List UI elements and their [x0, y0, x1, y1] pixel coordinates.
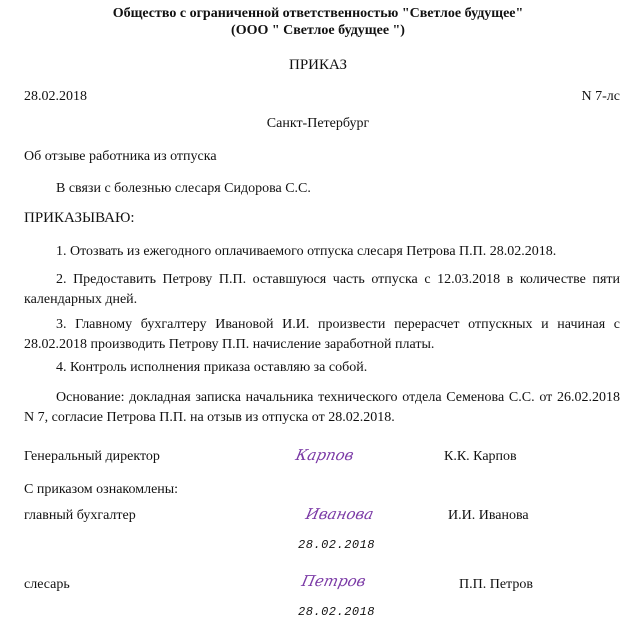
- order-item-1: 1. Отозвать из ежегодного оплачиваемого отпуска слесаря Петрова П.П. 28.02.2018.: [56, 244, 557, 259]
- doc-city: Санкт-Петербург: [266, 116, 370, 131]
- fitter-name: П.П. Петров: [459, 577, 533, 592]
- doc-title: ПРИКАЗ: [289, 57, 347, 73]
- fitter-signature: Петров: [300, 572, 368, 590]
- order-item-3: 3. Главному бухгалтеру Ивановой И.И. произвести перерасчет отпускных и начиная с 28.02.2018 производить Петрову П.П. начисление заработной платы.: [24, 317, 620, 352]
- accountant-date: 28.02.2018: [298, 538, 376, 552]
- director-title: Генеральный директор: [24, 449, 160, 464]
- order-item-4: 4. Контроль исполнения приказа оставляю за собой.: [56, 360, 368, 375]
- acquainted-label: С приказом ознакомлены:: [24, 482, 179, 497]
- doc-subject: Об отзыве работника из отпуска: [24, 149, 217, 164]
- director-signature: Карпов: [294, 446, 356, 464]
- accountant-title: главный бухгалтер: [24, 508, 136, 523]
- org-short-name: (ООО " Светлое будущее "): [231, 23, 405, 38]
- order-word: ПРИКАЗЫВАЮ:: [24, 210, 135, 226]
- doc-reason: В связи с болезнью слесаря Сидорова С.С.: [56, 181, 311, 196]
- fitter-title: слесарь: [24, 577, 70, 592]
- accountant-name: И.И. Иванова: [448, 508, 529, 523]
- director-name: К.К. Карпов: [444, 449, 517, 464]
- order-basis: Основание: докладная записка начальника технического отдела Семенова С.С. от 26.02.2018 N 7, согласие Петрова П.П. на отзыв из отпуска от 28.02.2018.: [24, 390, 620, 425]
- accountant-signature: Иванова: [304, 505, 376, 523]
- order-item-2: 2. Предоставить Петрову П.П. оставшуюся часть отпуска с 12.03.2018 в количестве пяти календарных дней.: [24, 272, 620, 307]
- doc-date: 28.02.2018: [24, 89, 87, 104]
- doc-number: N 7-лс: [581, 89, 620, 104]
- fitter-date: 28.02.2018: [298, 605, 376, 619]
- org-full-name: Общество с ограниченной ответственностью "Светлое будущее": [112, 6, 524, 21]
